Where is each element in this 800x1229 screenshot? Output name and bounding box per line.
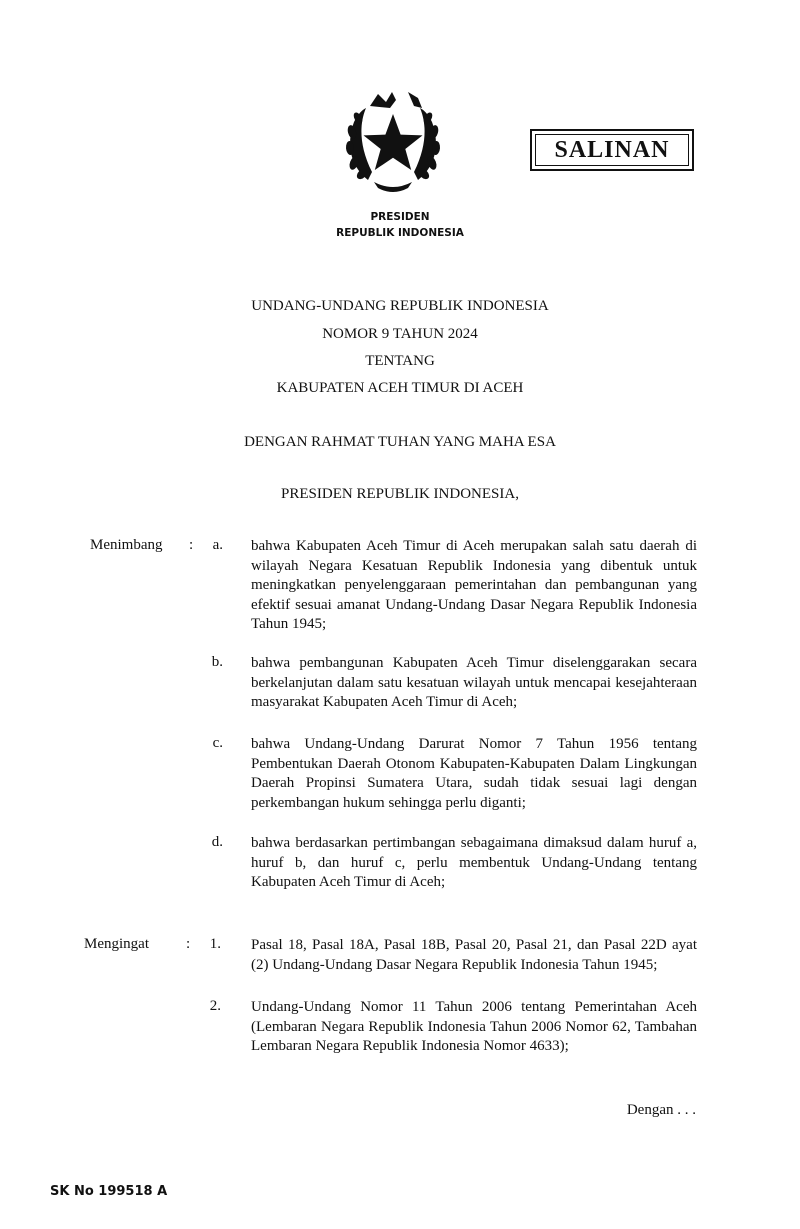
menimbang-item-c: bahwa Undang-Undang Darurat Nomor 7 Tahun 1956 tentang Pembentukan Daerah Otonom Kabupaten-Kabupaten Dalam Lingkungan Daerah Propinsi Sumatera Utara, sudah tidak sesuai lagi dengan perkembangan hukum sehingga perlu diganti; bbox=[251, 736, 697, 811]
mengingat-label: Mengingat bbox=[84, 936, 149, 952]
office-line-republik: REPUBLIK INDONESIA bbox=[336, 227, 464, 239]
menimbang-marker-b: b. bbox=[211, 654, 223, 670]
menimbang-item-d: bahwa berdasarkan pertimbangan sebagaimana dimaksud dalam huruf a, huruf b, dan huruf c, perlu membentuk Undang-Undang tentang Kabupaten Aceh Timur di Aceh; bbox=[251, 835, 697, 890]
footer-code: SK No 199518 A bbox=[50, 1184, 168, 1199]
menimbang-item-a: bahwa Kabupaten Aceh Timur di Aceh merupakan salah satu daerah di wilayah Negara Kesatuan Republik Indonesia yang dibentuk untuk meningkatkan penyelenggaraan pemerintahan dan pembangunan yang efektif sesuai amanat Undang-Undang Dasar Negara Republik Indonesia Tahun 1945; bbox=[251, 538, 697, 632]
office-line-presiden: PRESIDEN bbox=[370, 211, 430, 223]
title-line-1: UNDANG-UNDANG REPUBLIK INDONESIA bbox=[251, 298, 549, 314]
garuda-emblem-icon bbox=[338, 88, 448, 196]
mengingat-marker-1: 1. bbox=[209, 936, 221, 952]
title-line-3: TENTANG bbox=[365, 353, 435, 369]
menimbang-marker-a: a. bbox=[212, 537, 223, 553]
mengingat-colon: : bbox=[186, 936, 191, 952]
menimbang-marker-c: c. bbox=[212, 735, 223, 751]
menimbang-item-b: bahwa pembangunan Kabupaten Aceh Timur diselenggarakan secara berkelanjutan dalam satu kesatuan wilayah untuk mencapai kesejahteraan masyarakat Kabupaten Aceh Timur di Aceh; bbox=[251, 655, 697, 710]
title-line-2: NOMOR 9 TAHUN 2024 bbox=[322, 326, 478, 342]
issuer: PRESIDEN REPUBLIK INDONESIA, bbox=[281, 486, 519, 502]
title-line-4: KABUPATEN ACEH TIMUR DI ACEH bbox=[276, 380, 524, 396]
mengingat-marker-2: 2. bbox=[209, 998, 221, 1014]
continuation-text: Dengan . . . bbox=[626, 1102, 696, 1118]
office-label bbox=[250, 209, 550, 241]
mengingat-item-1: Pasal 18, Pasal 18A, Pasal 18B, Pasal 20, Pasal 21, dan Pasal 22D ayat (2) Undang-Undang Dasar Negara Republik Indonesia Tahun 1945; bbox=[251, 937, 697, 973]
menimbang-marker-d: d. bbox=[211, 834, 223, 850]
salinan-stamp bbox=[530, 129, 694, 171]
salinan-label: SALINAN bbox=[535, 134, 689, 166]
menimbang-label: Menimbang bbox=[90, 537, 163, 553]
preamble: DENGAN RAHMAT TUHAN YANG MAHA ESA bbox=[244, 434, 556, 450]
menimbang-colon: : bbox=[189, 537, 194, 553]
mengingat-item-2: Undang-Undang Nomor 11 Tahun 2006 tentang Pemerintahan Aceh (Lembaran Negara Republik Indonesia Tahun 2006 Nomor 62, Tambahan Lembaran Negara Republik Indonesia Nomor 4633); bbox=[251, 999, 697, 1054]
